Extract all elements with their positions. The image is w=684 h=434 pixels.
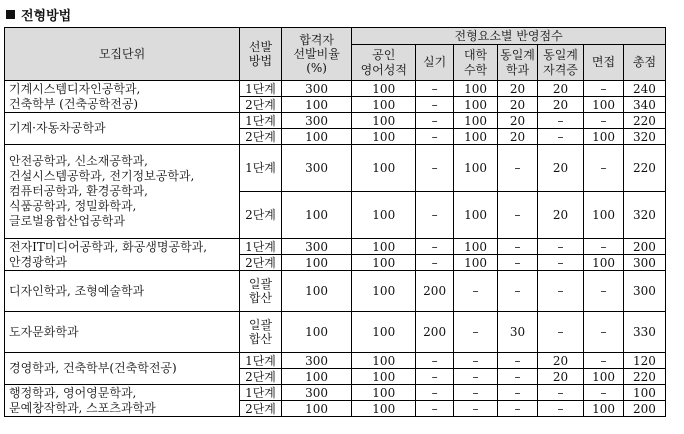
english-score-cell: 100 xyxy=(352,401,416,417)
english-score-cell: 100 xyxy=(352,312,416,353)
major-score-cell: – xyxy=(498,239,538,255)
header-major: 동일계 학과 xyxy=(498,45,538,81)
suneung-score-cell: – xyxy=(454,401,498,417)
unit-line: 문예창작학과, 스포츠과학과 xyxy=(9,400,156,415)
ratio-cell: 100 xyxy=(281,129,351,145)
interview-score-cell: – xyxy=(584,271,624,312)
method-cell: 1단계 xyxy=(240,113,282,129)
english-score-cell: 100 xyxy=(352,385,416,401)
method-cell: 2단계 xyxy=(240,369,282,385)
suneung-score-cell: – xyxy=(454,271,498,312)
suneung-score-cell: 100 xyxy=(454,81,498,97)
method-cell: 2단계 xyxy=(240,401,282,417)
suneung-score-cell: – xyxy=(454,312,498,353)
major-score-cell: 20 xyxy=(498,81,538,97)
total-score-cell: 220 xyxy=(623,369,665,385)
interview-score-cell: 100 xyxy=(584,129,624,145)
interview-score-cell: 100 xyxy=(584,401,624,417)
ratio-cell: 100 xyxy=(281,97,351,113)
cert-score-cell: – xyxy=(537,239,583,255)
major-score-cell: – xyxy=(498,271,538,312)
total-score-cell: 200 xyxy=(623,239,665,255)
skill-score-cell: 200 xyxy=(416,312,454,353)
major-score-cell: – xyxy=(498,145,538,192)
method-cell: 2단계 xyxy=(240,255,282,271)
suneung-score-cell: – xyxy=(454,353,498,369)
unit-line: 건설시스템공학과, 전기정보공학과, xyxy=(9,169,195,183)
section-heading xyxy=(6,4,71,24)
unit-cell xyxy=(5,353,240,385)
table-row xyxy=(5,385,666,401)
interview-score-cell: – xyxy=(584,353,624,369)
interview-score-cell: – xyxy=(584,113,624,129)
unit-line: 기계·자동차공학과 xyxy=(9,121,106,135)
suneung-score-cell: 100 xyxy=(454,97,498,113)
suneung-score-cell: 100 xyxy=(454,145,498,192)
ratio-cell: 300 xyxy=(281,113,351,129)
interview-score-cell: 100 xyxy=(584,369,624,385)
table-row xyxy=(5,271,666,312)
skill-score-cell: 200 xyxy=(416,271,454,312)
suneung-score-cell: – xyxy=(454,385,498,401)
method-cell: 2단계 xyxy=(240,129,282,145)
header-skill: 실기 xyxy=(416,45,454,81)
unit-line: 경영학과, 건축학부(건축학전공) xyxy=(9,361,177,375)
english-score-cell: 100 xyxy=(352,369,416,385)
unit-cell xyxy=(5,145,240,239)
unit-line: 식품공학과, 정밀화학과, xyxy=(9,199,137,213)
total-score-cell: 340 xyxy=(623,97,665,113)
unit-line: 안전공학과, 신소재공학과, xyxy=(9,154,148,168)
unit-cell xyxy=(5,113,240,145)
ratio-cell: 100 xyxy=(281,192,351,239)
english-score-cell: 100 xyxy=(352,271,416,312)
major-score-cell: 20 xyxy=(498,129,538,145)
total-score-cell: 200 xyxy=(623,401,665,417)
unit-line: 안경광학과 xyxy=(9,254,67,269)
english-score-cell: 100 xyxy=(352,81,416,97)
skill-score-cell: – xyxy=(416,369,454,385)
method-cell: 2단계 xyxy=(240,97,282,113)
skill-score-cell: – xyxy=(416,385,454,401)
english-score-cell: 100 xyxy=(352,129,416,145)
cert-score-cell: – xyxy=(537,401,583,417)
unit-cell xyxy=(5,239,240,271)
header-ratio: 합격자 선발비율 (%) xyxy=(281,28,351,81)
suneung-score-cell: 100 xyxy=(454,239,498,255)
skill-score-cell: – xyxy=(416,353,454,369)
cert-score-cell: 20 xyxy=(537,81,583,97)
cert-score-cell: 20 xyxy=(537,145,583,192)
unit-cell xyxy=(5,81,240,113)
table-row xyxy=(5,312,666,353)
method-cell: 1단계 xyxy=(240,239,282,255)
unit-line: 컴퓨터공학과, 환경공학과, xyxy=(9,184,148,198)
unit-cell xyxy=(5,271,240,312)
unit-line: 기계시스템디자인공학과, xyxy=(9,81,141,96)
interview-score-cell: 100 xyxy=(584,192,624,239)
suneung-score-cell: – xyxy=(454,369,498,385)
cert-score-cell: 20 xyxy=(537,369,583,385)
header-unit: 모집단위 xyxy=(5,28,240,81)
skill-score-cell: – xyxy=(416,239,454,255)
major-score-cell: 20 xyxy=(498,113,538,129)
major-score-cell: 30 xyxy=(498,312,538,353)
total-score-cell: 320 xyxy=(623,192,665,239)
cert-score-cell: – xyxy=(537,255,583,271)
ratio-cell: 100 xyxy=(281,369,351,385)
suneung-score-cell: 100 xyxy=(454,129,498,145)
skill-score-cell: – xyxy=(416,145,454,192)
header-interview: 면접 xyxy=(584,45,624,81)
english-score-cell: 100 xyxy=(352,192,416,239)
total-score-cell: 220 xyxy=(623,113,665,129)
suneung-score-cell: 100 xyxy=(454,113,498,129)
cert-score-cell: – xyxy=(537,129,583,145)
method-cell: 1단계 xyxy=(240,81,282,97)
major-score-cell: – xyxy=(498,353,538,369)
interview-score-cell: 100 xyxy=(584,255,624,271)
admission-method-table xyxy=(4,27,666,417)
unit-line: 도자문화학과 xyxy=(9,324,79,339)
header-method: 선발 방법 xyxy=(240,28,282,81)
total-score-cell: 120 xyxy=(623,353,665,369)
ratio-cell: 300 xyxy=(281,385,351,401)
interview-score-cell: – xyxy=(584,81,624,97)
cert-score-cell: 20 xyxy=(537,192,583,239)
header-total: 총점 xyxy=(623,45,665,81)
interview-score-cell: – xyxy=(584,239,624,255)
english-score-cell: 100 xyxy=(352,239,416,255)
header-score-group: 전형요소별 반영점수 xyxy=(352,28,666,45)
method-cell: 일괄 합산 xyxy=(240,271,282,312)
english-score-cell: 100 xyxy=(352,353,416,369)
suneung-score-cell: 100 xyxy=(454,192,498,239)
cert-score-cell: – xyxy=(537,312,583,353)
header-cert: 동일계 자격증 xyxy=(537,45,583,81)
total-score-cell: 220 xyxy=(623,145,665,192)
total-score-cell: 300 xyxy=(623,271,665,312)
method-cell: 1단계 xyxy=(240,353,282,369)
method-cell: 2단계 xyxy=(240,192,282,239)
table-row xyxy=(5,145,666,192)
header-suneung: 대학 수학 xyxy=(454,45,498,81)
cert-score-cell: 20 xyxy=(537,353,583,369)
ratio-cell: 100 xyxy=(281,271,351,312)
english-score-cell: 100 xyxy=(352,255,416,271)
ratio-cell: 100 xyxy=(281,401,351,417)
unit-line: 전자IT미디어공학과, 화공생명공학과, xyxy=(9,239,208,254)
unit-line: 행정학과, 영어영문학과, xyxy=(9,385,137,400)
cert-score-cell: – xyxy=(537,113,583,129)
ratio-cell: 300 xyxy=(281,81,351,97)
header-english: 공인 영어성적 xyxy=(352,45,416,81)
english-score-cell: 100 xyxy=(352,113,416,129)
ratio-cell: 300 xyxy=(281,239,351,255)
ratio-cell: 100 xyxy=(281,312,351,353)
table-row xyxy=(5,113,666,129)
skill-score-cell: – xyxy=(416,192,454,239)
skill-score-cell: – xyxy=(416,401,454,417)
english-score-cell: 100 xyxy=(352,145,416,192)
interview-score-cell: – xyxy=(584,385,624,401)
square-bullet-icon xyxy=(6,10,15,19)
cert-score-cell: – xyxy=(537,271,583,312)
skill-score-cell: – xyxy=(416,81,454,97)
section-title: 전형방법 xyxy=(21,8,72,24)
english-score-cell: 100 xyxy=(352,97,416,113)
ratio-cell: 100 xyxy=(281,255,351,271)
major-score-cell: – xyxy=(498,255,538,271)
interview-score-cell: 100 xyxy=(584,97,624,113)
major-score-cell: – xyxy=(498,401,538,417)
method-cell: 일괄 합산 xyxy=(240,312,282,353)
skill-score-cell: – xyxy=(416,255,454,271)
table-row xyxy=(5,239,666,255)
total-score-cell: 240 xyxy=(623,81,665,97)
unit-cell xyxy=(5,385,240,417)
cert-score-cell: – xyxy=(537,385,583,401)
table-row xyxy=(5,81,666,97)
method-cell: 1단계 xyxy=(240,145,282,192)
total-score-cell: 100 xyxy=(623,385,665,401)
total-score-cell: 330 xyxy=(623,312,665,353)
skill-score-cell: – xyxy=(416,97,454,113)
unit-line: 디자인학과, 조형예술학과 xyxy=(9,283,145,298)
major-score-cell: – xyxy=(498,385,538,401)
unit-cell xyxy=(5,312,240,353)
method-cell: 1단계 xyxy=(240,385,282,401)
total-score-cell: 320 xyxy=(623,129,665,145)
ratio-cell: 300 xyxy=(281,353,351,369)
unit-line: 건축학부 (건축공학전공) xyxy=(9,96,139,111)
ratio-cell: 300 xyxy=(281,145,351,192)
major-score-cell: – xyxy=(498,369,538,385)
interview-score-cell: – xyxy=(584,145,624,192)
table-row xyxy=(5,353,666,369)
interview-score-cell: – xyxy=(584,312,624,353)
major-score-cell: 20 xyxy=(498,97,538,113)
total-score-cell: 300 xyxy=(623,255,665,271)
skill-score-cell: – xyxy=(416,113,454,129)
skill-score-cell: – xyxy=(416,129,454,145)
cert-score-cell: 20 xyxy=(537,97,583,113)
unit-line: 글로벌융합산업공학과 xyxy=(9,214,125,228)
suneung-score-cell: 100 xyxy=(454,255,498,271)
major-score-cell: – xyxy=(498,192,538,239)
